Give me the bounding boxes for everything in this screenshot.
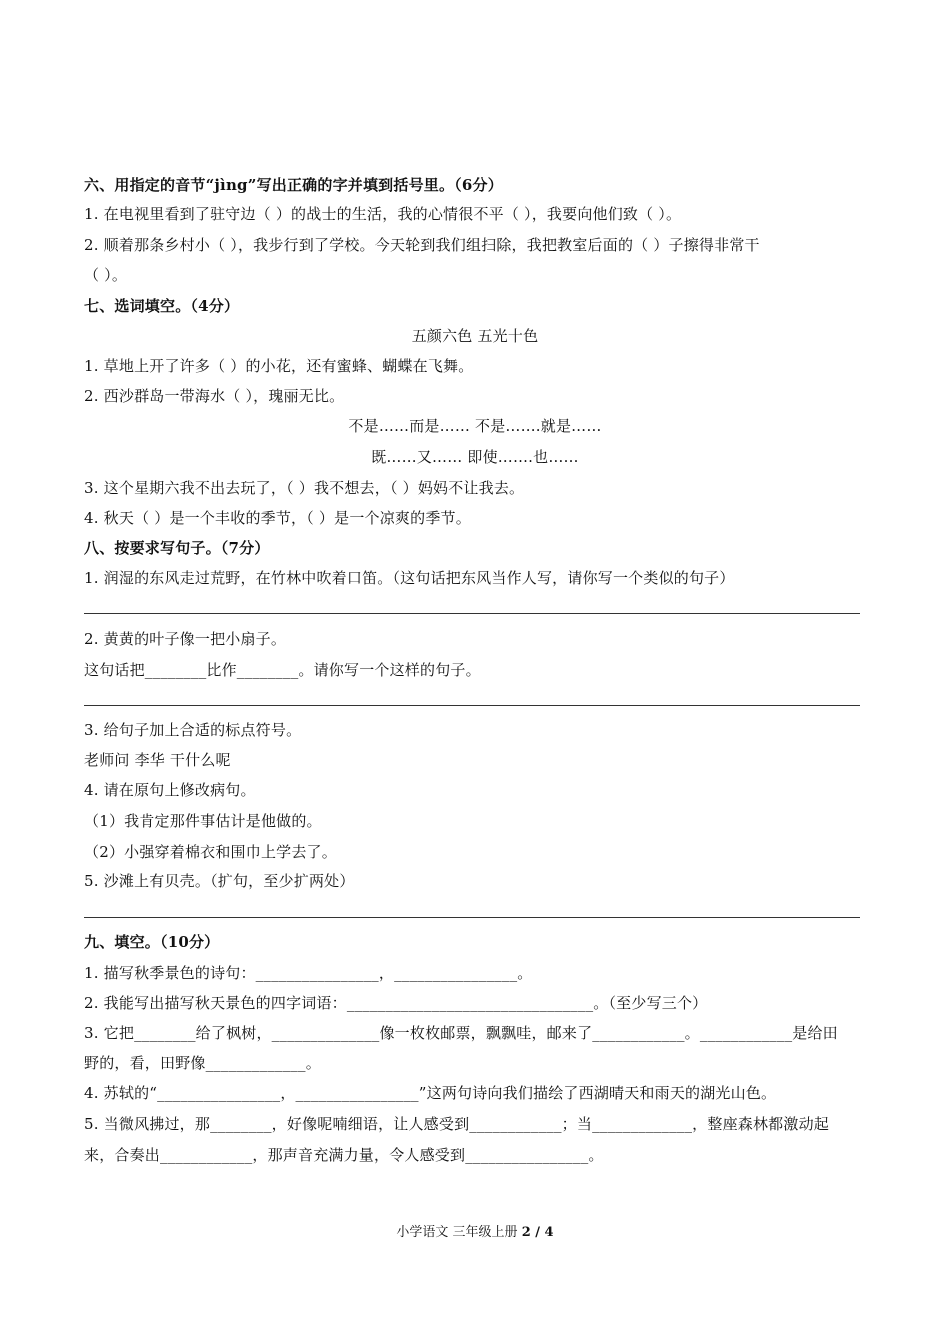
section-7-q3: 3. 这个星期六我不出去玩了，（ ）我不想去，（ ）妈妈不让我去。 xyxy=(84,479,525,497)
section-9-q4: 4. 苏轼的“________________，________________”这两句诗向我们描绘了西湖晴天和雨天的湖光山色。 xyxy=(84,1084,777,1102)
section-8-title: 八、按要求写句子。（7分） xyxy=(84,539,270,557)
section-8-q3-sentence: 老师问 李华 干什么呢 xyxy=(84,751,231,769)
section-8-q4: 4. 请在原句上修改病句。 xyxy=(84,781,256,799)
section-8-q4-2: （2）小强穿着棉衣和围巾上学去了。 xyxy=(84,843,337,861)
section-9-q2: 2. 我能写出描写秋天景色的四字词语：________________________________。（至少写三个） xyxy=(84,994,708,1012)
section-6-q2-cont: （ ）。 xyxy=(84,266,128,284)
answer-line xyxy=(84,917,860,918)
page-number: 2 / 4 xyxy=(521,1225,554,1240)
section-7-q2: 2. 西沙群岛一带海水（ ），瑰丽无比。 xyxy=(84,387,345,405)
section-7-q4: 4. 秋天（ ）是一个丰收的季节，（ ）是一个凉爽的季节。 xyxy=(84,509,471,527)
section-9-q3-cont: 野的，看，田野像_____________。 xyxy=(84,1054,321,1072)
section-7-q1: 1. 草地上开了许多（ ）的小花，还有蜜蜂、蝴蝶在飞舞。 xyxy=(84,357,474,375)
answer-line xyxy=(84,613,860,614)
section-8-q1: 1. 润湿的东风走过荒野，在竹林中吹着口笛。（这句话把东风当作人写，请你写一个类似的句子） xyxy=(84,569,735,587)
section-9-q5: 5. 当微风拂过，那________，好像呢喃细语，让人感受到____________；当_____________，整座森林都激动起 xyxy=(84,1115,829,1133)
section-8-q5: 5. 沙滩上有贝壳。（扩句，至少扩两处） xyxy=(84,872,355,890)
section-8-q3: 3. 给句子加上合适的标点符号。 xyxy=(84,721,302,739)
page-footer xyxy=(0,1224,950,1242)
section-6-q2: 2. 顺着那条乡村小（ ），我步行到了学校。今天轮到我们组扫除，我把教室后面的（ ）子擦得非常干 xyxy=(84,236,760,254)
footer-subject: 小学语文 三年级上册 xyxy=(396,1225,522,1240)
word-choices-2: 不是……而是…… 不是…….就是…… xyxy=(348,417,602,435)
section-7-title: 七、选词填空。（4分） xyxy=(84,297,240,315)
section-8-q2-instruction: 这句话把________比作________。请你写一个这样的句子。 xyxy=(84,661,481,679)
section-6-title: 六、用指定的音节“jìng”写出正确的字并填到括号里。（6分） xyxy=(84,176,503,194)
section-6-q1: 1. 在电视里看到了驻守边（ ）的战士的生活，我的心情很不平（ ），我要向他们致（ ）。 xyxy=(84,205,682,223)
section-9-title: 九、填空。（10分） xyxy=(84,933,220,951)
section-8-q4-1: （1）我肯定那件事估计是他做的。 xyxy=(84,812,322,830)
answer-line xyxy=(84,705,860,706)
word-choices-1: 五颜六色 五光十色 xyxy=(411,327,539,345)
word-choices-3: 既……又…… 即使…….也…… xyxy=(371,448,579,466)
section-9-q5-cont: 来，合奏出____________，那声音充满力量，令人感受到________________。 xyxy=(84,1146,604,1164)
section-8-q2: 2. 黄黄的叶子像一把小扇子。 xyxy=(84,630,287,648)
section-9-q1: 1. 描写秋季景色的诗句：________________，________________。 xyxy=(84,964,533,982)
section-9-q3: 3. 它把________给了枫树，______________像一枚枚邮票，飘飘哇，邮来了____________。____________是给田 xyxy=(84,1024,838,1042)
